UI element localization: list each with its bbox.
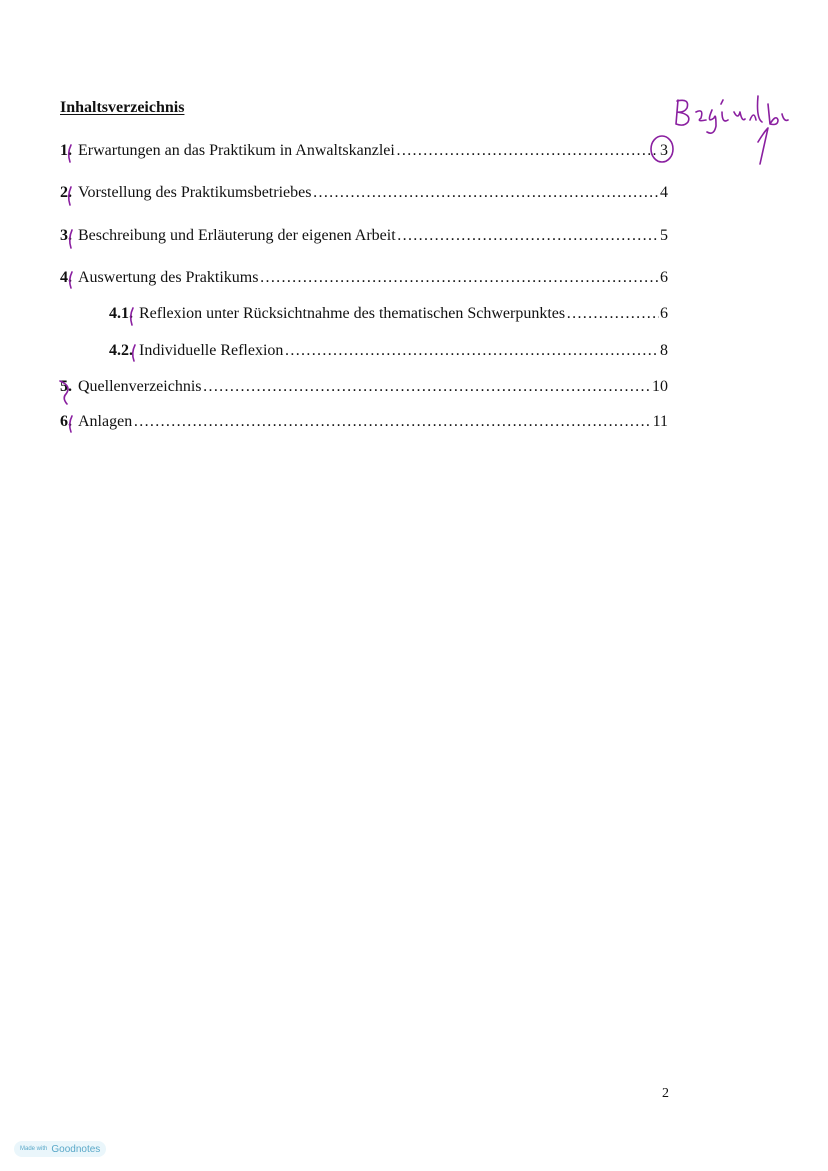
toc-entry-number: 4.2. [109, 342, 133, 359]
toc-entry-number: 2. [60, 184, 72, 201]
toc-dot-leader [259, 269, 659, 287]
toc-entry-page: 6 [660, 269, 668, 286]
toc-entry-label: Auswertung des Praktikums [78, 269, 259, 286]
toc-entry-label: Anlagen [78, 413, 133, 430]
badge-prefix: Made with [20, 1146, 48, 1152]
toc-entry-label: Beschreibung und Erläuterung der eigenen Arbeit [78, 227, 396, 244]
toc-entry-3[interactable] [60, 227, 668, 249]
toc-entry-number: 4.1. [109, 305, 133, 322]
toc-entry-page: 4 [660, 184, 668, 201]
toc-entry-page: 5 [660, 227, 668, 244]
toc-entry-number: 3. [60, 227, 72, 244]
toc-entry-5[interactable] [60, 378, 668, 400]
toc-entry-label: Reflexion unter Rücksichtnahme des thematischen Schwerpunktes [139, 305, 566, 322]
toc-entry-label: Individuelle Reflexion [139, 342, 284, 359]
toc-entry-number: 6. [60, 413, 72, 430]
toc-entry-number: 5. [60, 378, 72, 395]
toc-entry-label: Vorstellung des Praktikumsbetriebes [78, 184, 312, 201]
toc-dot-leader [312, 184, 659, 202]
toc-dot-leader [396, 142, 659, 160]
goodnotes-badge [14, 1141, 106, 1157]
toc-entry-4-1[interactable] [109, 305, 668, 327]
ink-note-word [676, 96, 788, 133]
toc-entry-4[interactable] [60, 269, 668, 291]
toc-entry-page: 11 [652, 413, 668, 430]
toc-dot-leader [284, 342, 659, 360]
toc-entry-label: Quellenverzeichnis [78, 378, 202, 395]
page-number: 2 [662, 1086, 669, 1101]
badge-brand: Goodnotes [51, 1143, 101, 1155]
toc-entry-4-2[interactable] [109, 342, 668, 364]
toc-entry-number: 1. [60, 142, 72, 159]
toc-dot-leader [133, 413, 651, 431]
toc-dot-leader [566, 305, 659, 323]
toc-entry-page: 6 [660, 305, 668, 322]
toc-dot-leader [397, 227, 659, 245]
toc-entry-2[interactable] [60, 184, 668, 206]
toc-entry-page: 8 [660, 342, 668, 359]
toc-entry-page: 3 [660, 142, 668, 159]
ink-note-number [758, 128, 768, 164]
toc-dot-leader [203, 378, 652, 396]
toc-entry-label: Erwartungen an das Praktikum in Anwaltskanzlei [78, 142, 395, 159]
toc-entry-1[interactable] [60, 142, 668, 164]
toc-entry-page: 10 [652, 378, 668, 395]
toc-entry-6[interactable] [60, 413, 668, 435]
toc-title: Inhaltsverzeichnis [60, 99, 185, 116]
toc-entry-number: 4. [60, 269, 72, 286]
